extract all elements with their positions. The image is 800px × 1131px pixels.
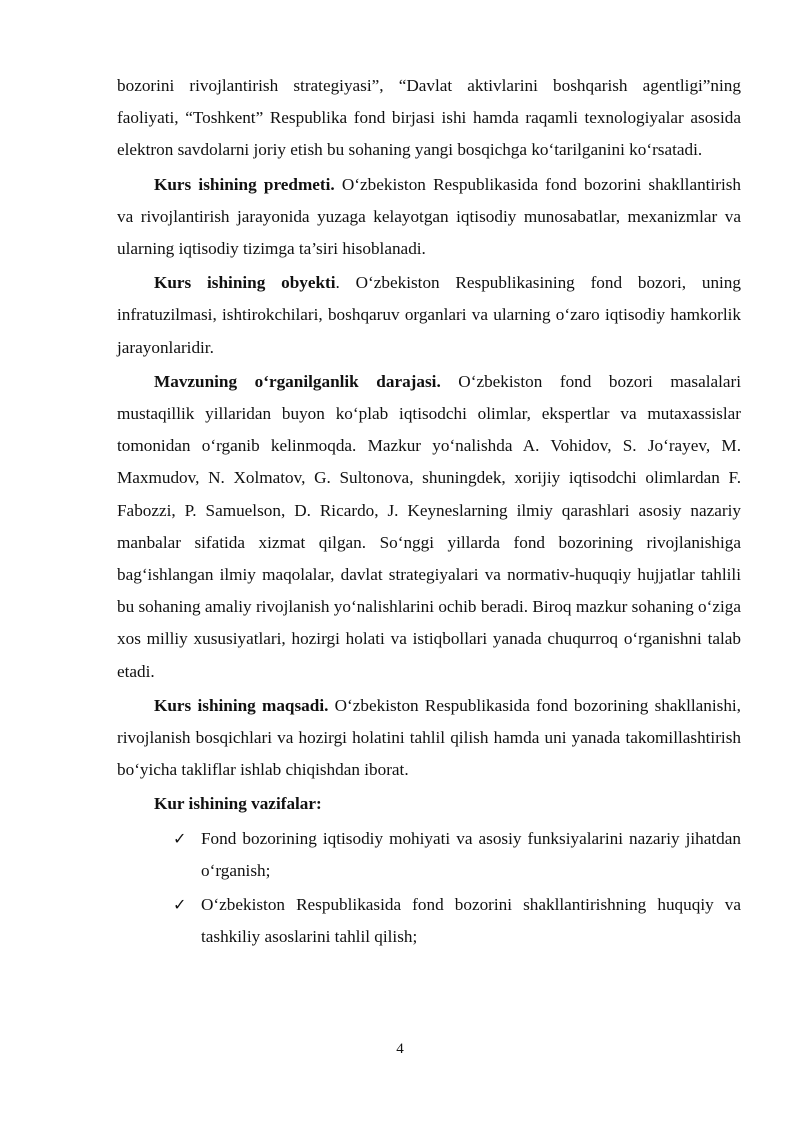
tasks-heading: Kur ishining vazifalar: <box>154 794 322 814</box>
task-text: O‘zbekiston Respublikasida fond bozorini shakllantirishning huquqiy va tashkiliy asoslarini tahlil qilish; <box>201 895 741 947</box>
subject-heading: Kurs ishining predmeti. <box>154 174 335 194</box>
intro-paragraph: bozorini rivojlantirish strategiyasi”, “Davlat aktivlarini boshqarish agentligi”ning faoliyati, “Toshkent” Respublika fond birjasi ishi hamda raqamli texnologiyalar asosida elektron savdolarni joriy etish bu sohaning yangi bosqichga ko‘tarilganini ko‘rsatadi. <box>117 76 741 160</box>
subject-text: O‘zbekiston Respublikasida fond bozorini shakllantirish va rivojlantirish jarayonida yuzaga kelayotgan iqtisodiy munosabatlar, mexanizmlar va ularning iqtisodiy tizimga ta’siri hisoblanadi. <box>117 174 742 259</box>
study-level-text: O‘zbekiston fond bozori masalalari mustaqillik yillaridan buyon ko‘plab iqtisodchi olimlar, ekspertlar va mutaxassislar tomonidan o‘rganib kelinmoqda. Mazkur yo‘nalishda A. Vohidov, S. Jo‘rayev, M. Maxmudov, N. Xolmatov, G. Sultonova, shuningdek, xorijiy iqtisodchi olimlardan F. Fabozzi, P. Samuelson, D. Ricardo, J. Keyneslarning ilmiy qarashlari asosiy nazariy manbalar sifatida xizmat qilgan. So‘nggi yillarda fond bozorining rivojlanishiga bag‘ishlangan ilmiy maqolalar, davlat strategiyalari va normativ-huquqiy hujjatlar tahlili bu sohaning amaliy rivojlanish yo‘nalishlarini ochib beradi. Biroq mazkur sohaning o‘ziga xos milliy xususiyatlari, hozirgi holati va istiqbollari yanada chuqurroq o‘rganishni talab etadi. <box>117 371 742 681</box>
checkmark-icon: ✓ <box>173 828 187 848</box>
goal-heading: Kurs ishining maqsadi. <box>154 695 329 715</box>
page-number: 4 <box>396 1041 404 1057</box>
checkmark-icon: ✓ <box>173 895 187 915</box>
object-paragraph <box>117 267 741 364</box>
study-level-heading: Mavzuning o‘rganilganlik darajasi. <box>154 371 441 391</box>
object-heading: Kurs ishining obyekti <box>154 273 336 293</box>
task-text: Fond bozorining iqtisodiy mohiyati va asosiy funksiyalarini nazariy jihatdan o‘rganish; <box>201 828 741 880</box>
goal-text: O‘zbekiston Respublikasida fond bozorining shakllanishi, rivojlanish bosqichlari va hozirgi holatini tahlil qilish hamda uni yanada takomillashtirish bo‘yicha takliflar ishlab chiqishdan iborat. <box>117 695 741 780</box>
task-item <box>173 823 741 887</box>
goal-paragraph <box>117 690 741 787</box>
tasks-list <box>117 823 741 954</box>
document-page <box>117 70 741 953</box>
study-level-paragraph <box>117 366 741 688</box>
object-text: . O‘zbekiston Respublikasining fond bozori, uning infratuzilmasi, ishtirokchilari, boshqaruv organlari va ularning o‘zaro iqtisodiy hamkorlik jarayonlaridir. <box>117 273 741 357</box>
task-item <box>173 889 741 953</box>
subject-paragraph <box>117 169 741 266</box>
